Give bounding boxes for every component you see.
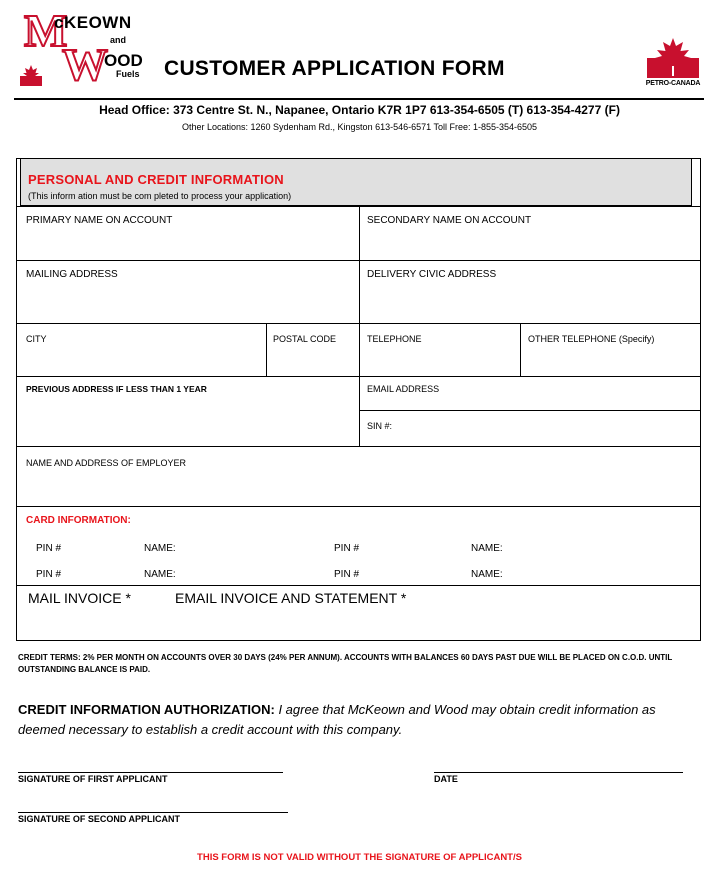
mail-invoice-option[interactable]: MAIL INVOICE * xyxy=(28,590,131,606)
grid-line xyxy=(16,206,700,207)
authorization-body: I agree that McKeown and Wood may obtain credit information as deemed necessary to establish a credit account with this company. xyxy=(18,702,656,737)
pin-field-2[interactable]: PIN # xyxy=(334,543,360,554)
mckeown-wood-logo xyxy=(18,6,158,92)
authorization-heading: CREDIT INFORMATION AUTHORIZATION: xyxy=(18,702,275,717)
grid-line xyxy=(520,323,521,376)
first-signature-line[interactable] xyxy=(18,772,283,773)
form-title: CUSTOMER APPLICATION FORM xyxy=(164,57,505,80)
first-signature-label: SIGNATURE OF FIRST APPLICANT xyxy=(18,774,168,784)
grid-line xyxy=(359,410,700,411)
second-signature-line[interactable] xyxy=(18,812,288,813)
card-name-field-1[interactable]: NAME: xyxy=(144,543,176,554)
section-title: PERSONAL AND CREDIT INFORMATION xyxy=(28,172,284,187)
petro-canada-logo xyxy=(645,36,701,94)
grid-line xyxy=(16,446,700,447)
date-label: DATE xyxy=(434,774,458,784)
petro-canada-leaf-icon xyxy=(645,36,701,80)
logo-text-and: and xyxy=(110,35,127,45)
grid-line xyxy=(266,323,267,376)
other-locations-info: Other Locations: 1260 Sydenham Rd., Kingston 613-546-6571 Toll Free: 1-855-354-6505 xyxy=(181,122,538,132)
sin-field[interactable]: SIN #: xyxy=(367,421,393,431)
employer-field[interactable]: NAME AND ADDRESS OF EMPLOYER xyxy=(26,458,187,468)
email-address-field[interactable]: EMAIL ADDRESS xyxy=(367,384,440,394)
card-information-title: CARD INFORMATION: xyxy=(26,515,131,526)
grid-line xyxy=(16,585,700,586)
logo-text-fuels: Fuels xyxy=(116,69,140,79)
validity-notice: THIS FORM IS NOT VALID WITHOUT THE SIGNATURE OF APPLICANT/S xyxy=(197,852,522,863)
logo-letter-w: W xyxy=(62,39,108,90)
email-invoice-option[interactable]: EMAIL INVOICE AND STATEMENT * xyxy=(175,590,407,606)
primary-name-field[interactable]: PRIMARY NAME ON ACCOUNT xyxy=(26,215,173,226)
pin-field-4[interactable]: PIN # xyxy=(334,569,360,580)
credit-terms: CREDIT TERMS: 2% PER MONTH ON ACCOUNTS OVER 30 DAYS (24% PER ANNUM). ACCOUNTS WITH BALANCES 60 DAYS PAST DUE WILL BE PLACED ON C.O.D. UNTIL OUTSTANDING BALANCE IS PAID. xyxy=(18,653,673,674)
credit-authorization xyxy=(18,700,702,740)
card-name-field-4[interactable]: NAME: xyxy=(471,569,503,580)
other-telephone-field[interactable]: OTHER TELEPHONE (Specify) xyxy=(528,334,655,344)
logo-letter-m: M xyxy=(24,5,68,56)
petro-canada-wordmark: PETRO-CANADA xyxy=(645,80,701,87)
logo-text-mckeown: cKEOWN xyxy=(54,13,132,32)
grid-line xyxy=(16,376,700,377)
secondary-name-field[interactable]: SECONDARY NAME ON ACCOUNT xyxy=(367,215,532,226)
card-name-field-2[interactable]: NAME: xyxy=(471,543,503,554)
section-subtitle: (This inform ation must be com pleted to process your application) xyxy=(28,191,292,201)
telephone-field[interactable]: TELEPHONE xyxy=(367,334,422,344)
pin-field-3[interactable]: PIN # xyxy=(36,569,62,580)
postal-code-field[interactable]: POSTAL CODE xyxy=(273,334,337,344)
grid-line xyxy=(359,206,360,446)
pin-field-1[interactable]: PIN # xyxy=(36,543,62,554)
previous-address-field[interactable]: PREVIOUS ADDRESS IF LESS THAN 1 YEAR xyxy=(26,384,207,394)
grid-line xyxy=(16,506,700,507)
maple-leaf-icon xyxy=(20,64,42,86)
head-office-info: Head Office: 373 Centre St. N., Napanee, Ontario K7R 1P7 613-354-6505 (T) 613-354-4277 (F) xyxy=(99,103,620,117)
second-signature-label: SIGNATURE OF SECOND APPLICANT xyxy=(18,814,181,824)
card-name-field-3[interactable]: NAME: xyxy=(144,569,176,580)
logo-text-ood: OOD xyxy=(104,51,143,70)
city-field[interactable]: CITY xyxy=(26,334,47,344)
mailing-address-field[interactable]: MAILING ADDRESS xyxy=(26,269,118,280)
grid-line xyxy=(16,260,700,261)
date-line[interactable] xyxy=(434,772,683,773)
grid-line xyxy=(16,323,700,324)
delivery-address-field[interactable]: DELIVERY CIVIC ADDRESS xyxy=(367,269,497,280)
header-divider xyxy=(14,98,704,100)
